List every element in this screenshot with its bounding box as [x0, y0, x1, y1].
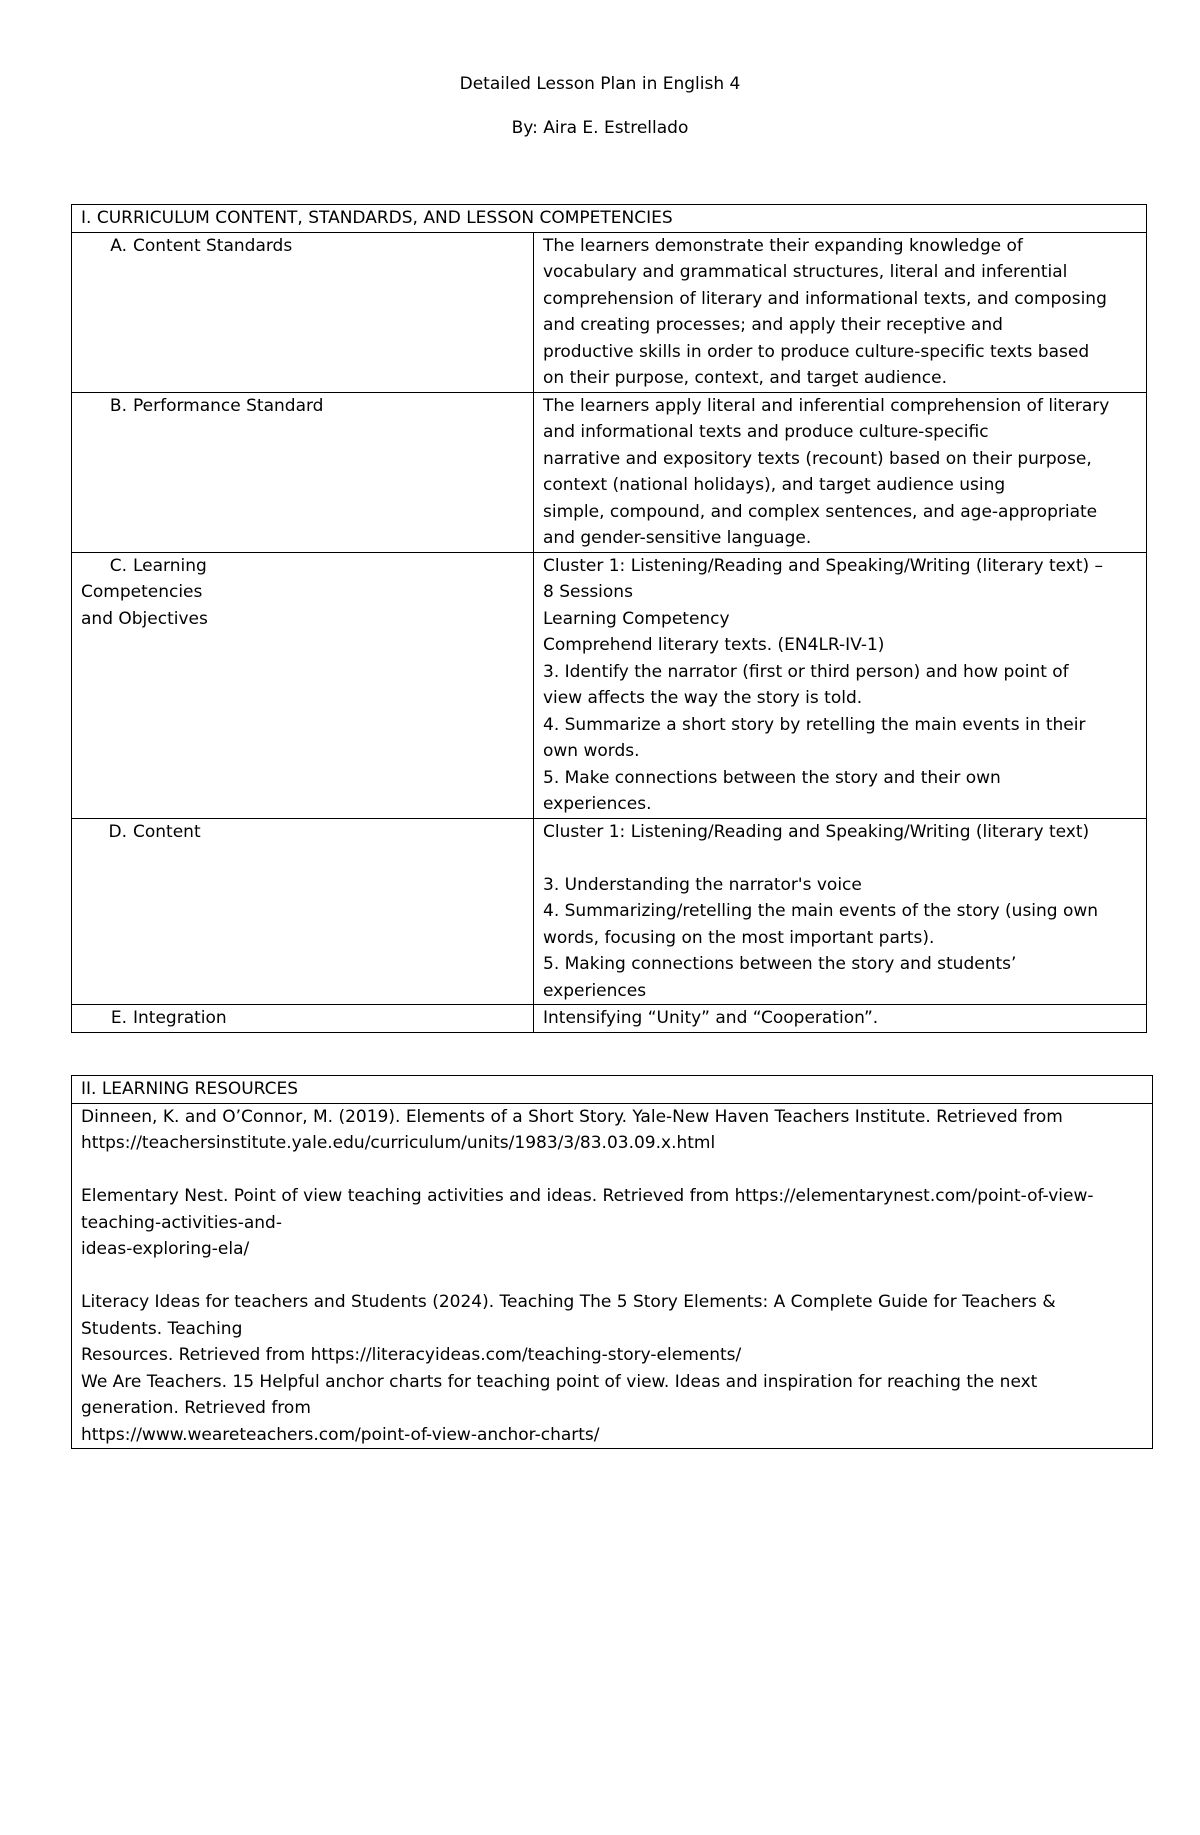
cell-line: 4. Summarize a short story by retelling the main events in their	[543, 714, 1086, 735]
cell-line: Comprehend literary texts. (EN4LR-IV-1)	[543, 635, 885, 655]
row-letter: E.	[110, 1008, 127, 1028]
cell-line: and creating processes; and apply their receptive and	[543, 315, 1003, 335]
reference-line: Resources. Retrieved from https://literacyideas.com/teaching-story-elements/	[81, 1345, 742, 1365]
row-label-text: Content	[133, 821, 201, 842]
row-body-performance-standard	[534, 392, 1147, 552]
reference-line: Literacy Ideas for teachers and Students (2024). Teaching The 5 Story Elements: A Complete Guide for Teachers &	[81, 1292, 1056, 1312]
reference-line: ideas-exploring-ela/	[81, 1239, 250, 1259]
cell-line: 5. Make connections between the story and their own	[543, 767, 1001, 788]
resources-heading: II. LEARNING RESOURCES	[72, 1076, 1153, 1104]
resources-body-row	[72, 1103, 1153, 1449]
row-label-text: Content Standards	[133, 235, 293, 256]
cell-line: and informational texts and produce culture-specific	[543, 422, 989, 442]
table-row	[72, 1005, 1147, 1033]
cell-line: vocabulary and grammatical structures, literal and inferential	[543, 262, 1068, 282]
cell-line: 8 Sessions	[543, 582, 633, 602]
cell-line: 3. Identify the narrator (first or third person) and how point of	[543, 661, 1069, 682]
row-label-content-standards	[72, 232, 534, 392]
cell-line: Learning Competency	[543, 608, 730, 629]
blank-line	[81, 1157, 1143, 1184]
row-label-line	[81, 553, 524, 580]
row-body-content	[534, 818, 1147, 1005]
reference-line: generation. Retrieved from	[81, 1398, 311, 1418]
reference-line: Elementary Nest. Point of view teaching activities and ideas. Retrieved from https://elementarynest.com/point-of-view-	[81, 1186, 1094, 1206]
row-letter: B.	[109, 395, 127, 416]
blank-line	[543, 845, 1137, 872]
cell-line: Intensifying “Unity” and “Cooperation”.	[543, 1008, 879, 1028]
row-letter: A.	[110, 235, 127, 256]
cell-line: on their purpose, context, and target audience.	[543, 368, 947, 388]
row-body-integration	[534, 1005, 1147, 1033]
resources-body	[72, 1103, 1153, 1449]
row-label-line: and Objectives	[81, 608, 208, 629]
cell-line: and gender-sensitive language.	[543, 528, 812, 548]
reference-line: teaching-activities-and-	[81, 1212, 282, 1233]
reference-line: Students. Teaching	[81, 1318, 243, 1339]
table-row	[72, 552, 1147, 818]
row-label-content	[72, 818, 534, 1005]
blank-line	[81, 1263, 1143, 1290]
cell-line: view affects the way the story is told.	[543, 688, 863, 708]
row-letter: C.	[109, 555, 127, 576]
cell-line: own words.	[543, 741, 640, 761]
cell-line: The learners demonstrate their expanding knowledge of	[543, 235, 1023, 256]
curriculum-heading-row	[72, 205, 1147, 233]
table-row	[72, 232, 1147, 392]
table-row	[72, 392, 1147, 552]
reference-line: Dinneen, K. and O’Connor, M. (2019). Elements of a Short Story. Yale-New Haven Teachers Institute. Retrieved from	[81, 1106, 1063, 1127]
cell-line: context (national holidays), and target audience using	[543, 475, 1006, 495]
cell-line: 5. Making connections between the story and students’	[543, 954, 1017, 974]
cell-line: narrative and expository texts (recount) based on their purpose,	[543, 448, 1092, 469]
reference-line: We Are Teachers. 15 Helpful anchor charts for teaching point of view. Ideas and inspiration for reaching the next	[81, 1371, 1038, 1392]
reference-line: https://www.weareteachers.com/point-of-view-anchor-charts/	[81, 1424, 600, 1445]
row-body-content-standards	[534, 232, 1147, 392]
cell-line: 4. Summarizing/retelling the main events of the story (using own	[543, 901, 1099, 921]
cell-line: simple, compound, and complex sentences, and age-appropriate	[543, 501, 1098, 522]
row-label-integration	[72, 1005, 534, 1033]
cell-line: experiences.	[543, 794, 652, 814]
curriculum-heading: I. CURRICULUM CONTENT, STANDARDS, AND LESSON COMPETENCIES	[72, 205, 1147, 233]
document-title: Detailed Lesson Plan in English 4	[459, 74, 741, 94]
cell-line: productive skills in order to produce culture-specific texts based	[543, 341, 1090, 362]
cell-line: Cluster 1: Listening/Reading and Speaking/Writing (literary text)	[543, 821, 1090, 842]
cell-line: Cluster 1: Listening/Reading and Speaking/Writing (literary text) –	[543, 555, 1104, 576]
row-label-line: Competencies	[81, 582, 203, 602]
cell-line: words, focusing on the most important parts).	[543, 927, 935, 948]
resources-heading-row	[72, 1076, 1153, 1104]
table-row	[72, 818, 1147, 1005]
row-body-learning-competencies	[534, 552, 1147, 818]
row-label-text: Performance Standard	[133, 395, 324, 416]
resources-table	[71, 1075, 1153, 1449]
curriculum-table	[71, 204, 1147, 1033]
row-label-text: Integration	[133, 1008, 227, 1028]
row-label-text: Learning	[133, 555, 207, 576]
cell-line: The learners apply literal and inferential comprehension of literary	[543, 395, 1110, 416]
reference-line: https://teachersinstitute.yale.edu/curriculum/units/1983/3/83.03.09.x.html	[81, 1133, 716, 1153]
row-label-learning-competencies	[72, 552, 534, 818]
cell-line: 3. Understanding the narrator's voice	[543, 874, 862, 895]
cell-line: comprehension of literary and informational texts, and composing	[543, 288, 1107, 309]
row-label-performance-standard	[72, 392, 534, 552]
document-author: By: Aira E. Estrellado	[511, 118, 689, 138]
cell-line: experiences	[543, 980, 647, 1001]
row-letter: D.	[108, 821, 127, 842]
